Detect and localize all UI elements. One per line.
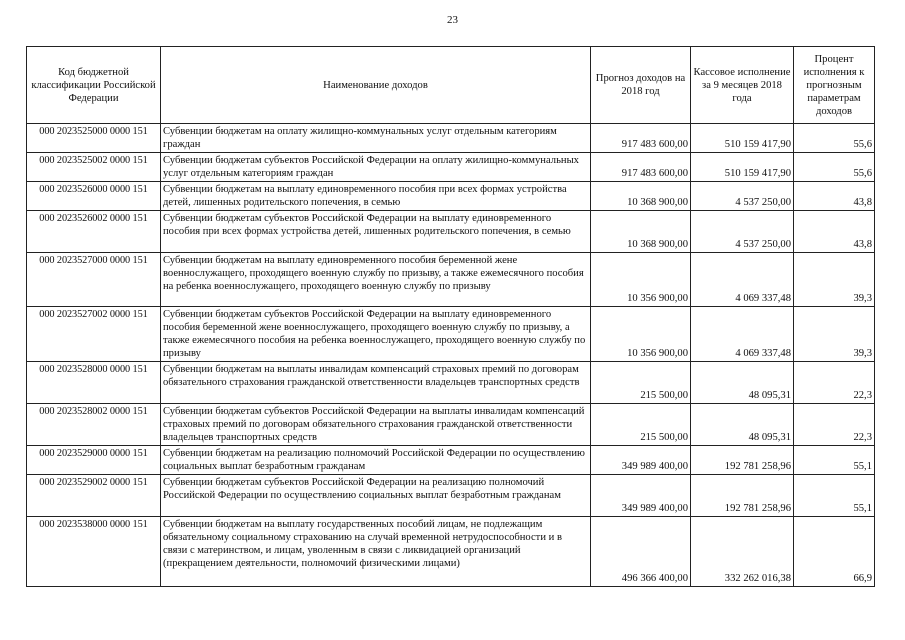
header-forecast: Прогноз доходов на 2018 год bbox=[591, 47, 691, 124]
row-code: 000 2023527000 0000 151 bbox=[27, 253, 161, 307]
row-percent: 55,1 bbox=[794, 475, 875, 517]
row-execution: 48 095,31 bbox=[691, 362, 794, 404]
revenue-table bbox=[26, 46, 875, 587]
table-row bbox=[27, 253, 875, 307]
row-name: Субвенции бюджетам субъектов Российской Федерации на выплаты инвалидам компенсаций страховых премий по договорам обязательного страхования гражданской ответственности владельцев транспортных средств bbox=[161, 404, 591, 446]
row-name: Субвенции бюджетам субъектов Российской Федерации на реализацию полномочий Российской Федерации по осуществлению социальных выплат безработным гражданам bbox=[161, 475, 591, 517]
table-row bbox=[27, 446, 875, 475]
row-percent: 55,6 bbox=[794, 153, 875, 182]
row-execution: 192 781 258,96 bbox=[691, 446, 794, 475]
row-forecast: 10 356 900,00 bbox=[591, 307, 691, 362]
header-code: Код бюджетной классификации Российской Федерации bbox=[27, 47, 161, 124]
row-forecast: 10 368 900,00 bbox=[591, 182, 691, 211]
row-execution: 4 069 337,48 bbox=[691, 253, 794, 307]
header-percent: Процент исполнения к прогнозным параметрам доходов bbox=[794, 47, 875, 124]
row-code: 000 2023527002 0000 151 bbox=[27, 307, 161, 362]
row-forecast: 349 989 400,00 bbox=[591, 446, 691, 475]
row-percent: 39,3 bbox=[794, 253, 875, 307]
row-percent: 55,1 bbox=[794, 446, 875, 475]
row-execution: 192 781 258,96 bbox=[691, 475, 794, 517]
row-forecast: 349 989 400,00 bbox=[591, 475, 691, 517]
row-code: 000 2023529002 0000 151 bbox=[27, 475, 161, 517]
page-number: 23 bbox=[447, 14, 458, 26]
row-name: Субвенции бюджетам на выплаты инвалидам компенсаций страховых премий по договорам обязательного страхования гражданской ответственности владельцев транспортных средств bbox=[161, 362, 591, 404]
row-percent: 66,9 bbox=[794, 517, 875, 587]
row-percent: 22,3 bbox=[794, 362, 875, 404]
row-execution: 332 262 016,38 bbox=[691, 517, 794, 587]
row-forecast: 496 366 400,00 bbox=[591, 517, 691, 587]
table-row bbox=[27, 211, 875, 253]
table-header-row bbox=[27, 47, 875, 124]
row-percent: 43,8 bbox=[794, 211, 875, 253]
row-forecast: 10 356 900,00 bbox=[591, 253, 691, 307]
row-code: 000 2023526002 0000 151 bbox=[27, 211, 161, 253]
row-name: Субвенции бюджетам на реализацию полномочий Российской Федерации по осуществлению социальных выплат безработным гражданам bbox=[161, 446, 591, 475]
row-name: Субвенции бюджетам субъектов Российской Федерации на выплату единовременного пособия при всех формах устройства детей, лишенных родительского попечения, в семью bbox=[161, 211, 591, 253]
row-execution: 48 095,31 bbox=[691, 404, 794, 446]
row-forecast: 10 368 900,00 bbox=[591, 211, 691, 253]
row-name: Субвенции бюджетам на выплату государственных пособий лицам, не подлежащим обязательному социальному страхованию на случай временной нетрудоспособности и в связи с материнством, и лицам, уволенным в связи с ликвидацией организаций (прекращением деятельности, полномочий физическими лицами) bbox=[161, 517, 591, 587]
row-code: 000 2023529000 0000 151 bbox=[27, 446, 161, 475]
row-name: Субвенции бюджетам на выплату единовременного пособия беременной жене военнослужащего, проходящего военную службу по призыву, а также ежемесячного пособия на ребенка военнослужащего, проходящего военную службу по призыву bbox=[161, 253, 591, 307]
table-row bbox=[27, 475, 875, 517]
row-execution: 4 537 250,00 bbox=[691, 182, 794, 211]
row-forecast: 917 483 600,00 bbox=[591, 153, 691, 182]
row-forecast: 215 500,00 bbox=[591, 404, 691, 446]
row-code: 000 2023525000 0000 151 bbox=[27, 124, 161, 153]
table-row bbox=[27, 153, 875, 182]
header-execution: Кассовое исполнение за 9 месяцев 2018 года bbox=[691, 47, 794, 124]
row-percent: 55,6 bbox=[794, 124, 875, 153]
row-forecast: 215 500,00 bbox=[591, 362, 691, 404]
table-row bbox=[27, 182, 875, 211]
row-name: Субвенции бюджетам на оплату жилищно-коммунальных услуг отдельным категориям граждан bbox=[161, 124, 591, 153]
table-row bbox=[27, 307, 875, 362]
row-percent: 39,3 bbox=[794, 307, 875, 362]
row-execution: 510 159 417,90 bbox=[691, 124, 794, 153]
row-execution: 510 159 417,90 bbox=[691, 153, 794, 182]
row-name: Субвенции бюджетам субъектов Российской Федерации на оплату жилищно-коммунальных услуг отдельным категориям граждан bbox=[161, 153, 591, 182]
row-percent: 22,3 bbox=[794, 404, 875, 446]
row-forecast: 917 483 600,00 bbox=[591, 124, 691, 153]
row-name: Субвенции бюджетам субъектов Российской Федерации на выплату единовременного пособия беременной жене военнослужащего, проходящего военную службу по призыву, а также ежемесячного пособия на ребенка военнослужащего, проходящего военную службу по призыву bbox=[161, 307, 591, 362]
table-row bbox=[27, 404, 875, 446]
table-row bbox=[27, 517, 875, 587]
row-execution: 4 537 250,00 bbox=[691, 211, 794, 253]
row-code: 000 2023525002 0000 151 bbox=[27, 153, 161, 182]
row-execution: 4 069 337,48 bbox=[691, 307, 794, 362]
row-name: Субвенции бюджетам на выплату единовременного пособия при всех формах устройства детей, лишенных родительского попечения, в семью bbox=[161, 182, 591, 211]
header-name: Наименование доходов bbox=[161, 47, 591, 124]
table-row bbox=[27, 362, 875, 404]
row-percent: 43,8 bbox=[794, 182, 875, 211]
row-code: 000 2023528002 0000 151 bbox=[27, 404, 161, 446]
row-code: 000 2023538000 0000 151 bbox=[27, 517, 161, 587]
row-code: 000 2023528000 0000 151 bbox=[27, 362, 161, 404]
table-row bbox=[27, 124, 875, 153]
row-code: 000 2023526000 0000 151 bbox=[27, 182, 161, 211]
